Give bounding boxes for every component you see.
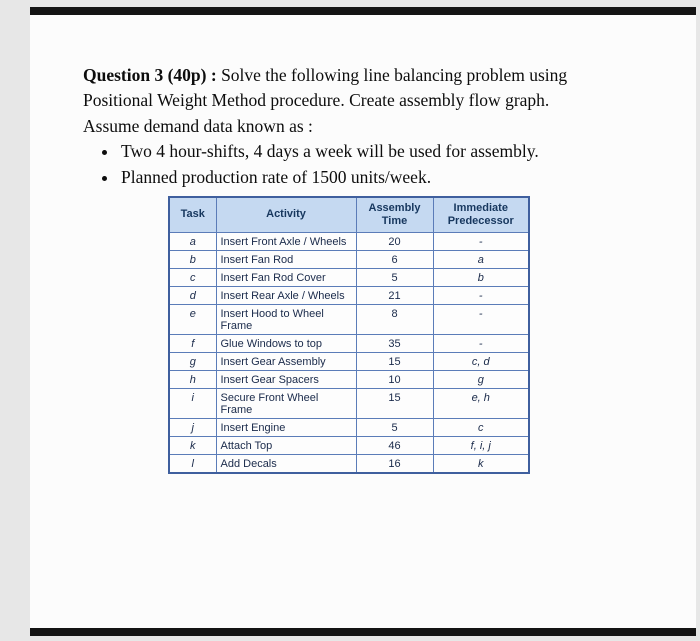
header-row [169,197,529,233]
task-id: c [169,269,216,287]
predecessor: c [433,419,529,437]
assembly-time: 10 [356,371,433,389]
assembly-time: 21 [356,287,433,305]
table-row [169,455,529,474]
table-row [169,437,529,455]
task-id: g [169,353,216,371]
assembly-time: 8 [356,305,433,335]
task-table [168,196,530,474]
table-row [169,371,529,389]
predecessor: b [433,269,529,287]
assembly-time: 15 [356,353,433,371]
bottom-black-bar [30,628,696,636]
table-row [169,305,529,335]
task-table-container [168,196,636,474]
bullet-production-rate: • Planned production rate of 1500 units/week. [119,165,563,190]
activity-name: Insert Front Axle / Wheels [216,233,356,251]
predecessor: a [433,251,529,269]
activity-name: Insert Rear Axle / Wheels [216,287,356,305]
task-id: a [169,233,216,251]
activity-name: Insert Fan Rod [216,251,356,269]
header-task: Task [169,197,216,233]
predecessor: - [433,335,529,353]
assume-line: Assume demand data known as : [83,115,313,136]
activity-name: Insert Gear Assembly [216,353,356,371]
demand-bullet-list [83,139,563,190]
predecessor: - [433,233,529,251]
table-row [169,335,529,353]
predecessor: g [433,371,529,389]
header-activity: Activity [216,197,356,233]
predecessor: e, h [433,389,529,419]
question-paragraph [83,63,595,114]
predecessor: - [433,287,529,305]
activity-name: Insert Fan Rod Cover [216,269,356,287]
task-id: l [169,455,216,474]
activity-name: Insert Gear Spacers [216,371,356,389]
predecessor: - [433,305,529,335]
top-black-bar [30,7,696,15]
table-row [169,353,529,371]
task-table-header [169,197,529,233]
assembly-time: 46 [356,437,433,455]
task-id: d [169,287,216,305]
assembly-time: 20 [356,233,433,251]
assembly-time: 16 [356,455,433,474]
assembly-time: 15 [356,389,433,419]
activity-name: Attach Top [216,437,356,455]
task-table-body [169,233,529,474]
activity-name: Insert Hood to Wheel Frame [216,305,356,335]
table-row [169,233,529,251]
table-row [169,419,529,437]
document-page [30,15,696,628]
question-text: Solve the following line balancing problem using Positional Weight Method procedure. Create assembly flow graph. [83,65,568,111]
question-label: Question 3 (40p) : [83,65,217,85]
assembly-time: 6 [356,251,433,269]
header-assembly-time: Assembly Time [356,197,433,233]
task-id: f [169,335,216,353]
task-id: e [169,305,216,335]
task-id: j [169,419,216,437]
bullet-shifts: • Two 4 hour-shifts, 4 days a week will be used for assembly. [119,139,563,164]
assembly-time: 35 [356,335,433,353]
activity-name: Secure Front Wheel Frame [216,389,356,419]
table-row [169,269,529,287]
task-id: b [169,251,216,269]
task-id: i [169,389,216,419]
assembly-time: 5 [356,269,433,287]
header-immediate-predecessor: Immediate Predecessor [433,197,529,233]
table-row [169,287,529,305]
activity-name: Glue Windows to top [216,335,356,353]
predecessor: f, i, j [433,437,529,455]
task-id: h [169,371,216,389]
assembly-time: 5 [356,419,433,437]
table-row [169,389,529,419]
task-id: k [169,437,216,455]
activity-name: Add Decals [216,455,356,474]
table-row [169,251,529,269]
predecessor: c, d [433,353,529,371]
predecessor: k [433,455,529,474]
activity-name: Insert Engine [216,419,356,437]
